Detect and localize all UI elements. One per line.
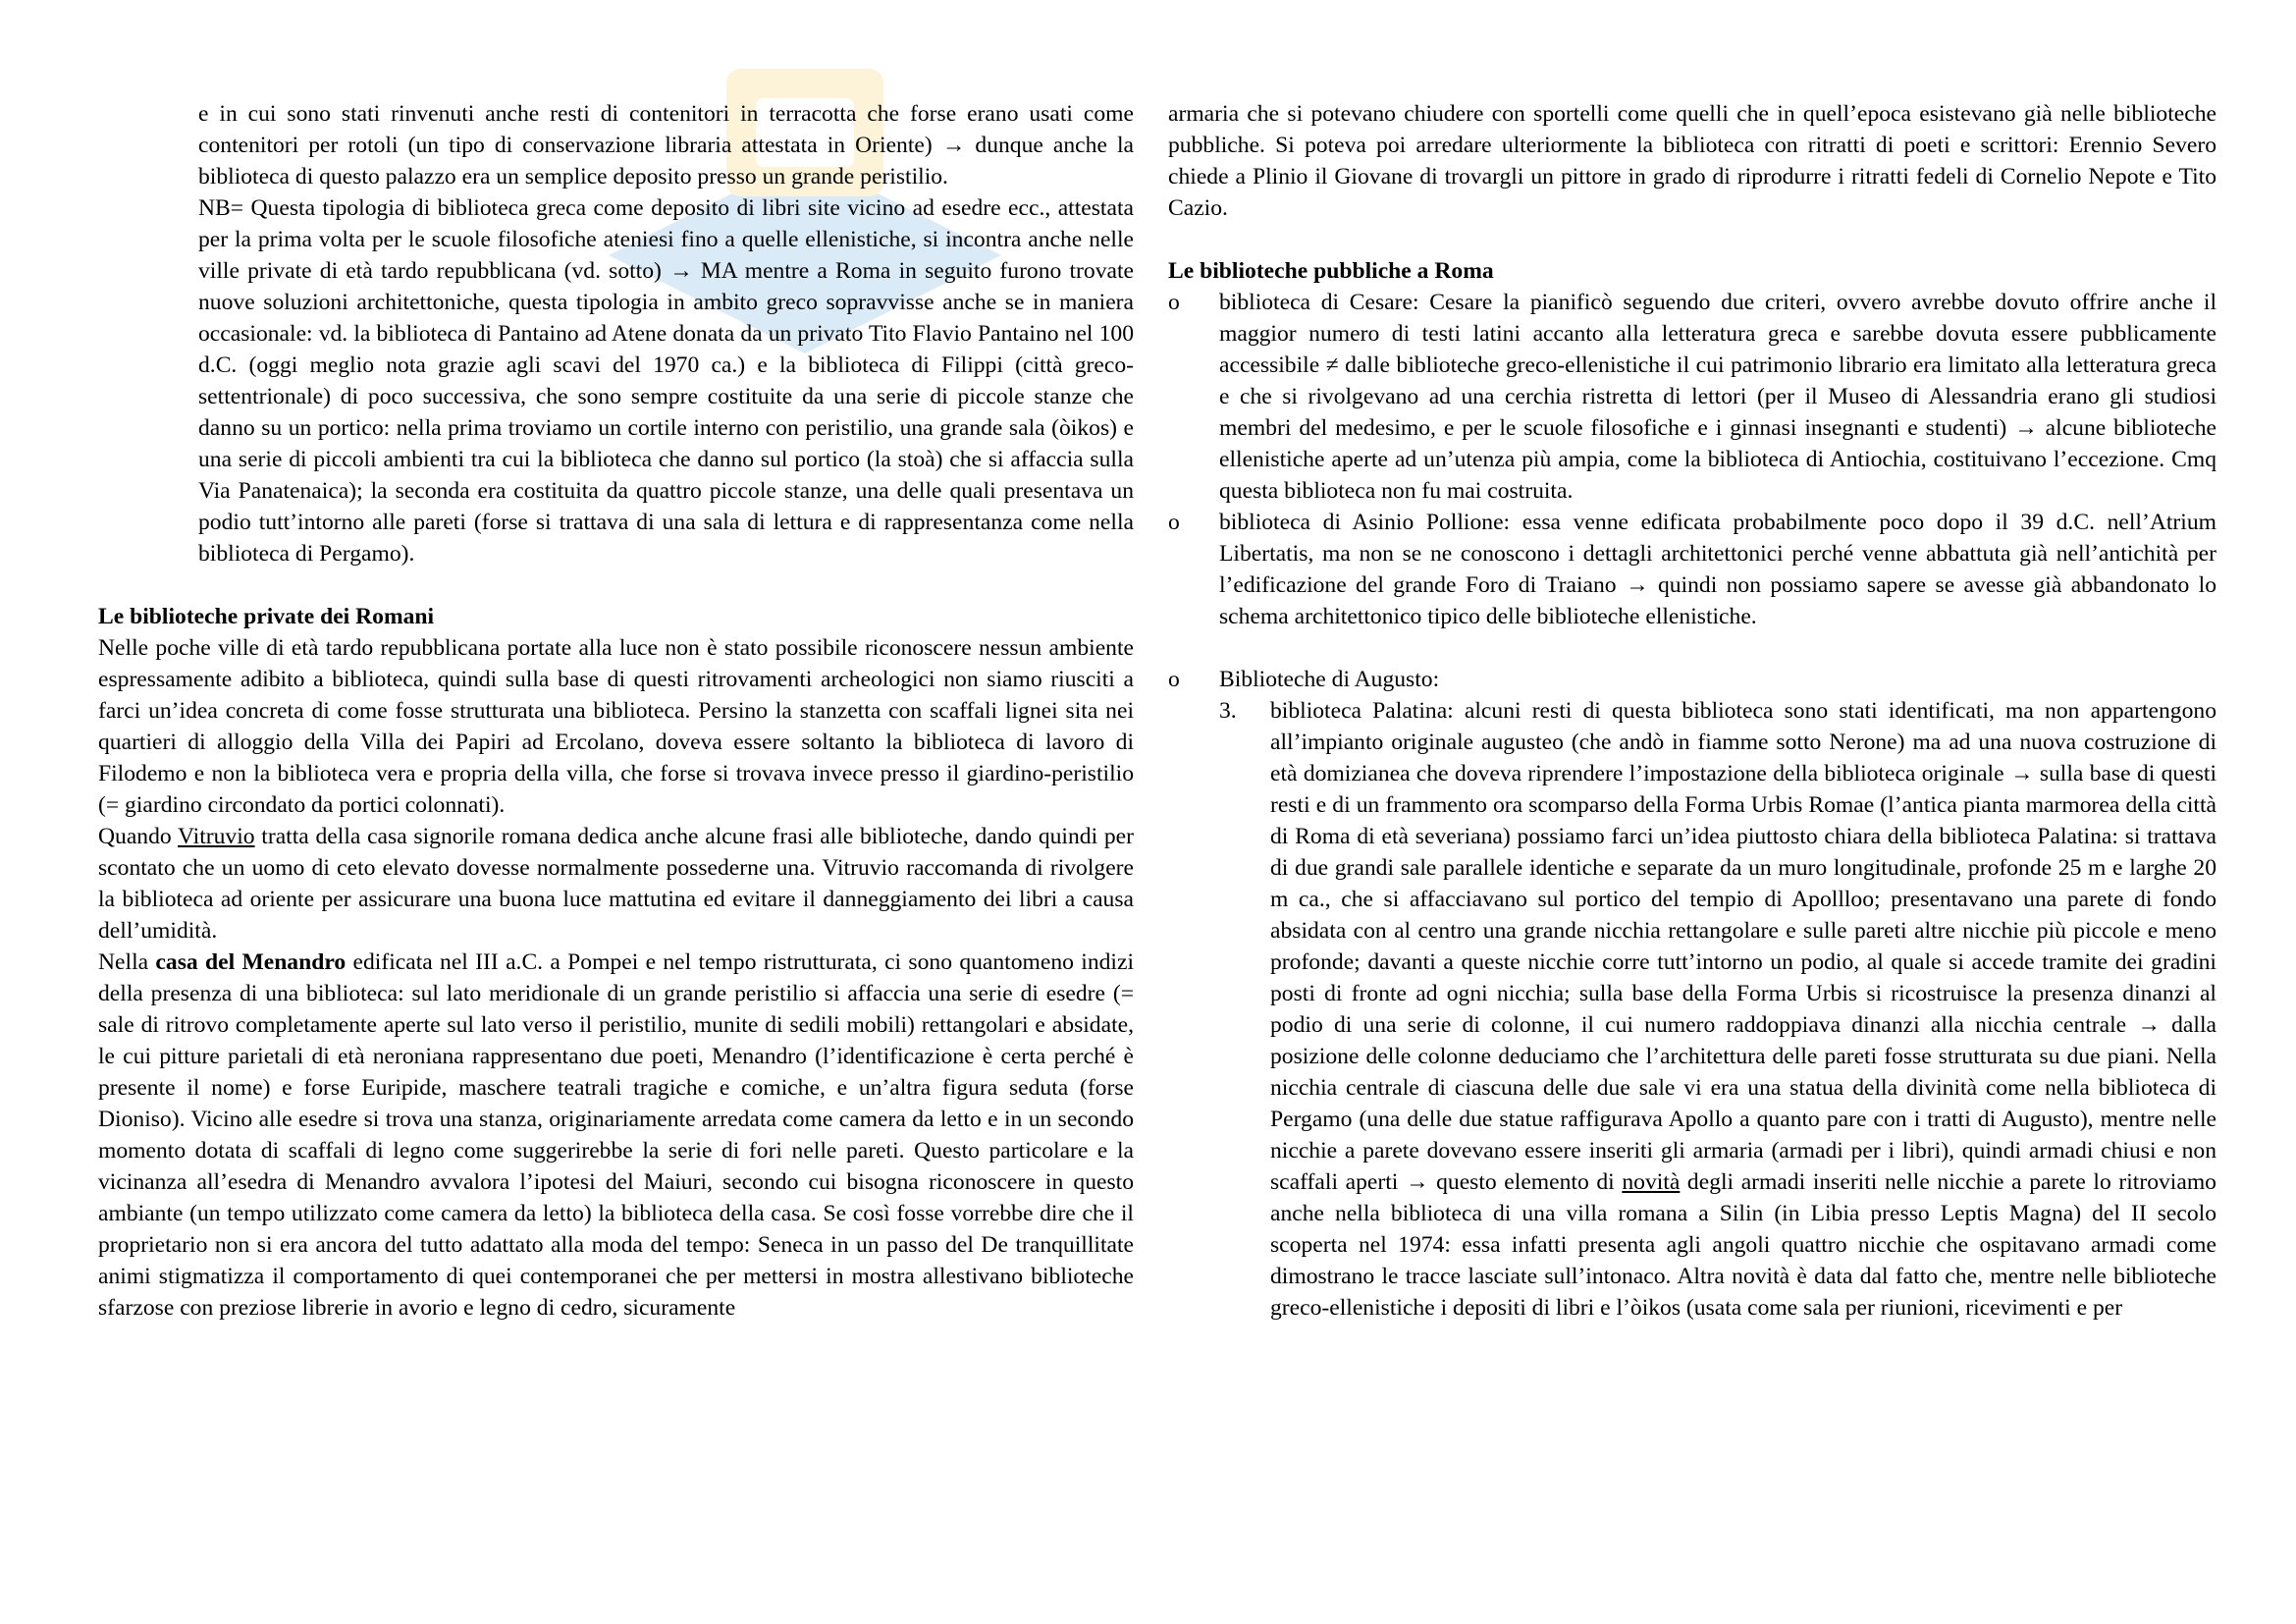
- list-spacer: [1168, 632, 2216, 664]
- list-item-cesare-text: biblioteca di Cesare: Cesare la pianificò seguendo due criteri, ovvero avrebbe dovuto offrire anche il maggior numero di testi latini accanto alla letteratura greca e sarebbe dovuta essere pubblicamente accessibile ≠ dalle biblioteche greco-ellenistiche il cui patrimonio librario era limitato alla letteratura greca e che si rivolgevano ad una cerchia ristretta di lettori (per il Museo di Alessandria erano gli studiosi membri del medesimo, e per le scuole filosofiche e i ginnasi insegnanti e studenti) → alcune biblioteche ellenistiche aperte ad un’utenza più ampia, come la biblioteca di Antiochia, costituivano l’eccezione. Cmq questa biblioteca non fu mai costruita.: [1219, 290, 2216, 504]
- palatina-text-b: degli armadi inseriti nelle nicchie a parete lo ritroviamo anche nella biblioteca di una villa romana a Silin (in Libia presso Leptis Magna) del II secolo scoperta nel 1974: essa infatti presenta agli angoli quattro nicchie che ospitavano armadi come dimostrano le tracce lasciate sull’intonaco. Altra novità è data dal fatto che, mentre nelle biblioteche greco-ellenistiche i depositi di libri e l’òikos (usata come sala per riunioni, ricevimenti e per: [1270, 1169, 2216, 1321]
- right-column: [1168, 98, 2216, 1324]
- list-item-augusto-text: Biblioteche di Augusto:: [1219, 667, 1440, 692]
- list-item-augusto: [1168, 664, 2216, 1324]
- augusto-sublist: [1219, 695, 2216, 1324]
- bullet-icon: o: [1168, 667, 1180, 692]
- list-item-asinio-pollione: [1168, 507, 2216, 632]
- list-number: 3.: [1219, 698, 1237, 724]
- paragraph-armaria: armaria che si potevano chiudere con sportelli come quelli che in quell’epoca esistevano già nelle biblioteche pubbliche. Si poteva poi arredare ulteriormente la biblioteca con ritratti di poeti e scrittori: Erennio Severo chiede a Plinio il Giovane di trovargli un pittore in grado di riprodurre i ritratti fedeli di Cornelio Nepote e Tito Cazio.: [1168, 101, 2216, 221]
- paragraph-rotoli: e in cui sono stati rinvenuti anche resti di contenitori in terracotta che forse erano usati come contenitori per rotoli (un tipo di conservazione libraria attestata in Oriente) → dunque anche la biblioteca di questo palazzo era un semplice deposito presso un grande peristilio.: [198, 101, 1134, 189]
- list-item-cesare: [1168, 287, 2216, 507]
- vitruvio-lead: Quando: [98, 824, 179, 849]
- public-libraries-list: [1168, 287, 2216, 1324]
- left-intro-block: [198, 98, 1134, 569]
- palatina-text-a: biblioteca Palatina: alcuni resti di questa biblioteca sono stati identificati, ma non appartengono all’impianto originale augusteo (che andò in fiamme sotto Nerone) ma ad una nuova costruzione di età domizianea che doveva riprendere l’impostazione della biblioteca originale → sulla base di questi resti e di un frammento ora scomparso della Forma Urbis Romae (l’antica pianta marmorea della città di Roma di età severiana) possiamo farci un’idea piuttosto chiara della biblioteca Palatina: si trattava di due grandi sale parallele identiche e separate da un muro longitudinale, profonde 25 m e larghe 20 m ca., che si affacciavano sul portico del tempio di Apollloo; presentavano una parete di fondo absidata con al centro una grande nicchia rettangolare e sulle pareti altre nicchie più piccole e meno profonde; davanti a queste nicchie corre tutt’intorno un podio, al quale si accede tramite dei gradini posti di fronte ad ogni nicchia; sulla base della Forma Urbis si ricostruisce la presenza dinanzi al podio di una serie di colonne, il cui numero raddoppiava dinanzi alla nicchia centrale → dalla posizione delle colonne deduciamo che l’architettura delle pareti fosse strutturata su due piani. Nella nicchia centrale di ciascuna delle due sale vi era una statua della divinità come nella biblioteca di Pergamo (una delle due statue raffigurava Apollo a quanto pare con i tratti di Augusto), mentre nelle nicchie a parete dovevano essere inseriti gli armaria (armadi per i libri), quindi armadi chiusi e non scaffali aperti → questo elemento di: [1270, 698, 2216, 1195]
- heading-biblioteche-private: Le biblioteche private dei Romani: [98, 604, 435, 629]
- vitruvio-body: tratta della casa signorile romana dedica anche alcune frasi alle biblioteche, dando quindi per scontato che un uomo di ceto elevato dovesse normalmente possederne una. Vitruvio raccomanda di rivolgere la biblioteca ad oriente per assicurare una buona luce mattutina ed evitare il danneggiamento dei libri a causa dell’umidità.: [98, 824, 1135, 944]
- menandro-bold: casa del Menandro: [155, 949, 347, 975]
- left-column: [98, 98, 1134, 1324]
- novita-link[interactable]: novità: [1622, 1169, 1681, 1195]
- paragraph-nb-tipologia: NB= Questa tipologia di biblioteca greca come deposito di libri site vicino ad esedre ecc., attestata per la prima volta per le scuole filosofiche ateniesi fino a quelle ellenistiche, si incontra anche nelle ville private di età tardo repubblicana (vd. sotto) → MA mentre a Roma in seguito furono trovate nuove soluzioni architettoniche, questa tipologia in ambito greco sopravvisse anche se in maniera occasionale: vd. la biblioteca di Pantaino ad Atene donata da un privato Tito Flavio Pantaino nel 100 d.C. (oggi meglio nota grazie agli scavi del 1970 ca.) e la biblioteca di Filippi (città greco-settentrionale) di poco successiva, che sono sempre costituite da una serie di piccole stanze che danno su un portico: nella prima troviamo un cortile interno con peristilio, una grande sala (òikos) e una serie di piccoli ambienti tra cui la biblioteca che danno sul portico (la stoà) che si affaccia sulla Via Panatenaica); la seconda era costituita da quattro piccole stanze, una delle quali presentava un podio tutt’intorno alle pareti (forse si trattava di una sala di lettura e di rappresentanza come nella biblioteca di Pergamo).: [198, 195, 1134, 567]
- menandro-body: edificata nel III a.C. a Pompei e nel tempo ristrutturata, ci sono quantomeno indizi della presenza di una biblioteca: sul lato meridionale di un grande peristilio si affaccia una serie di esedre (= sale di ritrovo completamente aperte sul lato verso il peristilio, munite di sedili mobili) rettangolari e absidate, le cui pitture parietali di età neroniana rappresentano due poeti, Menandro (l’identificazione è certa perché è presente il nome) e forse Euripide, maschere teatrali tragiche e comiche, e un’altra figura seduta (forse Dioniso). Vicino alle esedre si trova una stanza, originariamente arredata come camera da letto e in un secondo momento dotata di scaffali di legno come suggerirebbe la serie di fori nelle pareti. Questo particolare e la vicinanza all’esedra di Menandro avvalora l’ipotesi del Maiuri, secondo cui bisogna riconoscere in questo ambiante (un tempo utilizzato come camera da letto) la biblioteca della casa. Se così fosse vorrebbe dire che il proprietario non si era ancora del tutto adattato alla moda del tempo: Seneca in un passo del De tranquillitate animi stigmatizza il comportamento di quei contemporanei che per mettersi in mostra allestivano biblioteche sfarzose con preziose librerie in avorio e legno di cedro, sicuramente: [98, 949, 1134, 1321]
- bullet-icon: o: [1168, 510, 1180, 535]
- list-item-asinio-text: biblioteca di Asinio Pollione: essa venne edificata probabilmente poco dopo il 39 d.C. nell’Atrium Libertatis, ma non se ne conoscono i dettagli architettonici perché venne abbattuta già nell’antichità per l’edificazione del grande Foro di Traiano → quindi non possiamo sapere se avesse già abbandonato lo schema architettonico tipico delle biblioteche ellenistiche.: [1219, 510, 2216, 629]
- sublist-item-palatina: [1219, 695, 2216, 1324]
- menandro-lead: Nella: [98, 949, 156, 975]
- paragraph-casa-menandro: [98, 947, 1134, 1324]
- heading-biblioteche-pubbliche: Le biblioteche pubbliche a Roma: [1168, 258, 1494, 284]
- paragraph-vitruvio: [98, 821, 1134, 947]
- bullet-icon: o: [1168, 290, 1180, 315]
- vitruvio-link[interactable]: Vitruvio: [178, 824, 255, 849]
- paragraph-ville-tardo-repubblicane: Nelle poche ville di età tardo repubblicana portate alla luce non è stato possibile riconoscere nessun ambiente espressamente adibito a biblioteca, quindi sulla base di questi ritrovamenti archeologici non siamo riusciti a farci un’idea concreta di come fosse strutturata una biblioteca. Persino la stanzetta con scaffali lignei sita nei quartieri di alloggio della Villa dei Papiri ad Ercolano, doveva essere soltanto la biblioteca di lavoro di Filodemo e non la biblioteca vera e propria della villa, che forse si trovava invece presso il giardino-peristilio (= giardino circondato da portici colonnati).: [98, 635, 1134, 818]
